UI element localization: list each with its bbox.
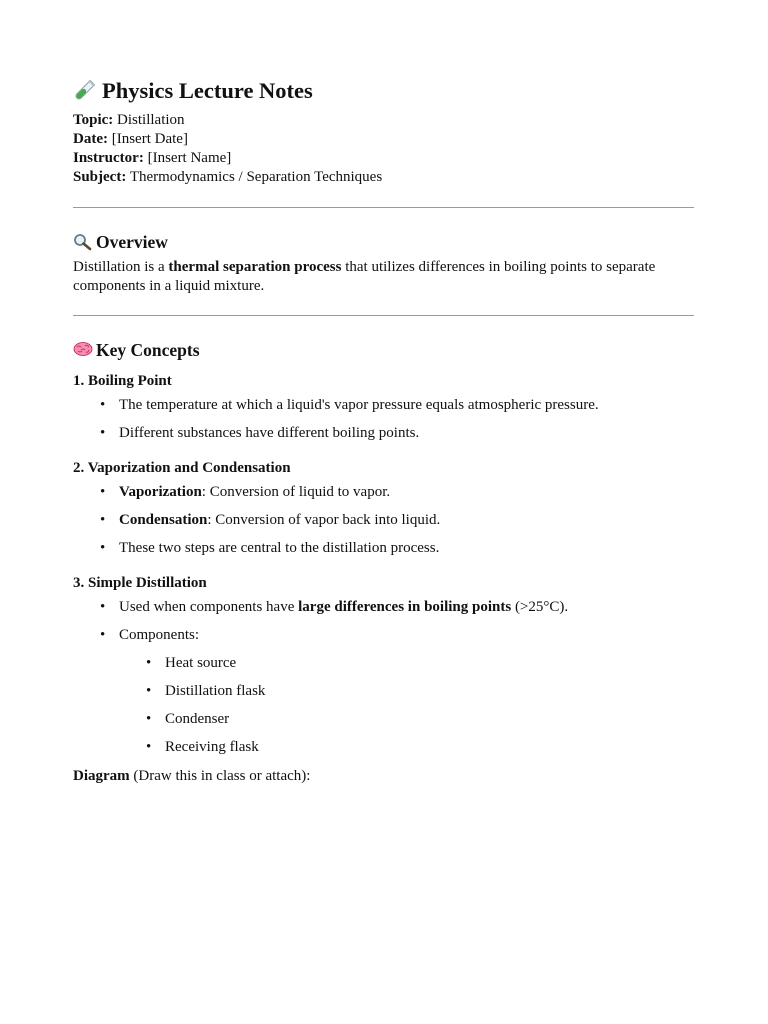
meta-subject: Subject: Thermodynamics / Separation Techniques bbox=[73, 169, 383, 185]
overview-text: Distillation is a thermal separation process that utilizes differences in boiling points to separate components in a liquid mixture. bbox=[73, 259, 656, 294]
vaporization-list bbox=[73, 483, 694, 558]
components-list bbox=[73, 654, 694, 757]
page-title-text: Physics Lecture Notes bbox=[102, 78, 313, 103]
vaporization-heading: 2. Vaporization and Condensation bbox=[73, 460, 291, 476]
list-item: • Condensation: Conversion of vapor back into liquid. bbox=[73, 511, 694, 530]
magnifying-glass-icon bbox=[73, 233, 93, 251]
list-item: • Heat source bbox=[73, 654, 694, 673]
list-item: • Used when components have large differences in boiling points (>25°C). bbox=[73, 598, 694, 617]
list-item: • Vaporization: Conversion of liquid to vapor. bbox=[73, 483, 694, 502]
meta-instructor: Instructor: [Insert Name] bbox=[73, 150, 232, 166]
list-item: • Condenser bbox=[73, 710, 694, 729]
metadata-block bbox=[73, 111, 694, 187]
simple-distillation-heading: 3. Simple Distillation bbox=[73, 575, 207, 591]
meta-date: Date: [Insert Date] bbox=[73, 131, 188, 147]
list-item: • Components: bbox=[73, 626, 694, 645]
list-item: • Different substances have different boiling points. bbox=[73, 424, 694, 443]
overview-heading: Overview bbox=[73, 231, 694, 253]
divider bbox=[73, 207, 694, 208]
test-tube-icon bbox=[73, 80, 95, 102]
list-item: • The temperature at which a liquid's vapor pressure equals atmospheric pressure. bbox=[73, 396, 694, 415]
page-title bbox=[73, 77, 694, 105]
boiling-point-list bbox=[73, 396, 694, 443]
key-concepts-heading: Key Concepts bbox=[73, 339, 694, 361]
list-item: • These two steps are central to the distillation process. bbox=[73, 539, 694, 558]
diagram-note: Diagram (Draw this in class or attach): bbox=[73, 768, 311, 784]
boiling-point-heading: 1. Boiling Point bbox=[73, 373, 172, 389]
meta-topic: Topic: Distillation bbox=[73, 112, 185, 128]
simple-distillation-list bbox=[73, 598, 694, 645]
divider bbox=[73, 315, 694, 316]
list-item: • Receiving flask bbox=[73, 738, 694, 757]
brain-icon bbox=[73, 341, 93, 359]
list-item: • Distillation flask bbox=[73, 682, 694, 701]
